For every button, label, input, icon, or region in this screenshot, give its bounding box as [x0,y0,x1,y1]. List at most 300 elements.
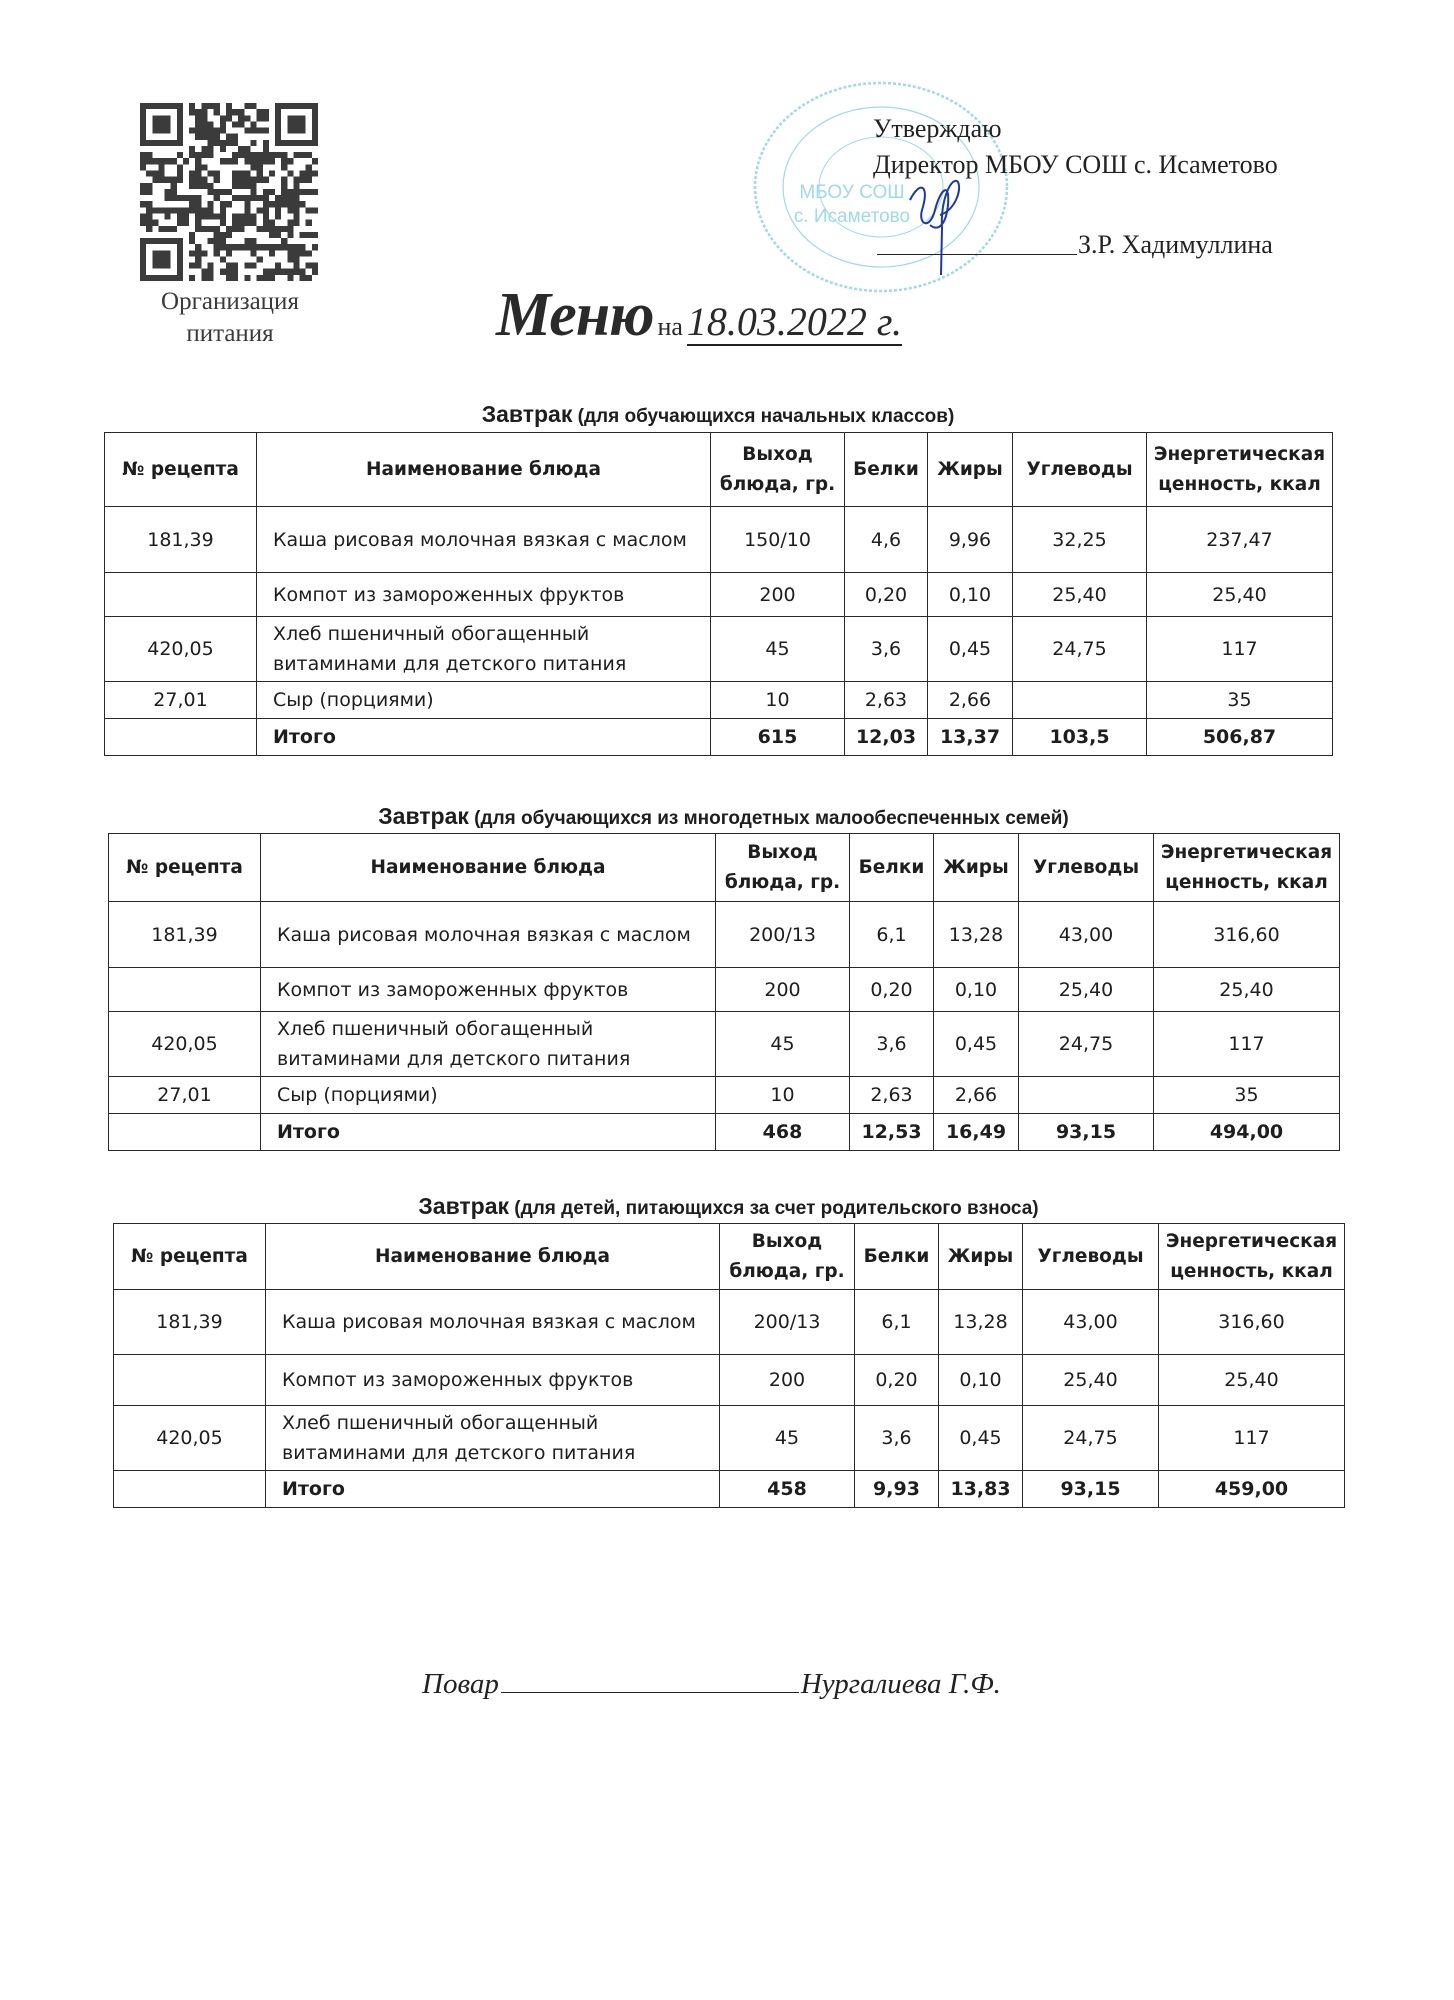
header-energy [1147,433,1333,507]
qr-module [244,213,250,219]
carbs-cell: 24,75 [1023,1406,1159,1471]
qr-module [214,109,220,115]
header-fat-line1: Жиры [943,856,1009,878]
table-header-row [109,834,1340,902]
qr-module [275,213,281,219]
recipe-cell: 27,01 [105,682,257,719]
qr-module [183,207,189,213]
qr-module [189,238,195,244]
qr-module [300,152,306,158]
qr-module [226,226,232,232]
qr-module [214,238,220,244]
qr-module [232,171,238,177]
table-header-row [105,433,1333,507]
qr-module [152,158,158,164]
qr-module [183,220,189,226]
qr-module [171,226,177,232]
qr-module [257,226,263,232]
qr-module [140,158,146,164]
qr-module [146,152,152,158]
qr-module [201,164,207,170]
qr-module [201,207,207,213]
qr-module [146,189,152,195]
qr-module [287,232,293,238]
recipe-cell: 420,05 [105,617,257,682]
qr-module [257,128,263,134]
qr-module [208,171,214,177]
total-label: Итого [266,1471,720,1508]
qr-module [238,146,244,152]
table-row [105,573,1333,617]
qr-module [158,158,164,164]
header-recipe [109,834,261,902]
qr-module [269,152,275,158]
qr-module [208,128,214,134]
qr-module [183,213,189,219]
qr-caption-line1: Организация [161,288,299,315]
qr-module [269,220,275,226]
qr-module [269,171,275,177]
qr-module [201,177,207,183]
qr-module [232,263,238,269]
header-yield-line1: Выход [751,1230,823,1252]
qr-module [257,275,263,281]
total-label: Итого [257,719,711,756]
qr-module [201,146,207,152]
dish-name-cell: Каша рисовая молочная вязкая с маслом [266,1290,720,1355]
protein-cell: 0,20 [845,573,928,617]
qr-module [220,189,226,195]
qr-module [257,256,263,262]
qr-module [263,109,269,115]
header-recipe-line1: № рецепта [122,458,239,480]
qr-module [220,213,226,219]
qr-module [226,269,232,275]
protein-cell: 2,63 [850,1077,934,1114]
total-fat: 13,83 [939,1471,1023,1508]
cook-name: Нургалиева Г.Ф. [800,1668,1001,1700]
qr-module [165,207,171,213]
qr-module [195,207,201,213]
qr-module [238,121,244,127]
section-title-main: Завтрак [418,1193,510,1219]
qr-module [312,189,318,195]
qr-module [226,263,232,269]
qr-module [226,103,232,109]
yield-cell: 150/10 [711,507,845,573]
qr-module [201,226,207,232]
recipe-cell [114,1355,266,1406]
energy-cell: 117 [1159,1406,1345,1471]
qr-module [281,269,287,275]
qr-module [287,189,293,195]
qr-module [244,263,250,269]
qr-module [263,189,269,195]
qr-module [281,226,287,232]
qr-module [293,213,299,219]
qr-module [287,244,293,250]
qr-module [293,152,299,158]
dish-name-cell: Хлеб пшеничный обогащенный витаминами для детского питания [266,1406,720,1471]
energy-cell: 25,40 [1154,968,1340,1012]
qr-module [208,146,214,152]
qr-module [140,201,146,207]
header-fat [939,1224,1023,1290]
menu-date: 18.03.2022 г. [686,299,902,344]
qr-module [269,250,275,256]
qr-module [250,250,256,256]
carbs-cell: 25,40 [1019,968,1154,1012]
qr-module [177,152,183,158]
yield-cell: 200 [720,1355,855,1406]
qr-module [312,269,318,275]
qr-module [232,134,238,140]
section-title [104,401,1332,428]
qr-module [146,213,152,219]
qr-module [165,177,171,183]
qr-module [165,189,171,195]
qr-module [158,164,164,170]
qr-module [269,158,275,164]
qr-module [244,177,250,183]
menu-title [496,280,902,351]
qr-module [195,177,201,183]
qr-module [293,269,299,275]
qr-module [300,232,306,238]
table-row [105,507,1333,573]
qr-module [146,201,152,207]
qr-module [177,207,183,213]
qr-module [208,121,214,127]
qr-module [287,275,293,281]
qr-module [171,158,177,164]
total-energy: 494,00 [1154,1114,1340,1151]
qr-module [244,128,250,134]
protein-cell: 0,20 [850,968,934,1012]
dish-name-cell: Компот из замороженных фруктов [266,1355,720,1406]
dish-name-cell: Хлеб пшеничный обогащенный витаминами для детского питания [261,1012,716,1077]
qr-module [306,189,312,195]
qr-module [281,201,287,207]
total-recipe-cell [114,1471,266,1508]
header-recipe [105,433,257,507]
qr-module [293,244,299,250]
recipe-cell: 181,39 [109,902,261,968]
carbs-cell: 43,00 [1019,902,1154,968]
section-title-sub: (для обучающихся из многодетных малообеспеченных семей) [468,808,1069,829]
table-header-row [114,1224,1345,1290]
qr-module [195,158,201,164]
qr-module [312,232,318,238]
qr-module [293,250,299,256]
qr-module [232,220,238,226]
fat-cell: 13,28 [939,1290,1023,1355]
qr-module [208,103,214,109]
qr-module [300,250,306,256]
yield-cell: 200/13 [716,902,850,968]
qr-module [195,195,201,201]
total-fat: 16,49 [934,1114,1019,1151]
qr-module [195,134,201,140]
qr-module [293,263,299,269]
qr-module [146,226,152,232]
qr-module [146,158,152,164]
qr-module [226,158,232,164]
qr-module [269,244,275,250]
qr-module [263,140,269,146]
header-energy-line2: ценность, ккал [1170,1260,1333,1282]
recipe-cell: 420,05 [109,1012,261,1077]
qr-module [250,164,256,170]
fat-cell: 0,10 [928,573,1013,617]
dish-name-cell: Компот из замороженных фруктов [257,573,711,617]
yield-cell: 200/13 [720,1290,855,1355]
qr-module [281,158,287,164]
qr-module [195,244,201,250]
yield-cell: 45 [711,617,845,682]
qr-module [171,189,177,195]
table-row [109,902,1340,968]
qr-module [306,152,312,158]
yield-cell: 200 [716,968,850,1012]
qr-module [189,171,195,177]
dish-name-cell: Хлеб пшеничный обогащенный витаминами для детского питания [257,617,711,682]
header-carbs [1023,1224,1159,1290]
qr-module [244,152,250,158]
qr-module [189,263,195,269]
qr-module [232,121,238,127]
qr-module [306,171,312,177]
qr-module [250,195,256,201]
header-protein-line1: Белки [858,856,925,878]
qr-module [208,134,214,140]
qr-module [189,195,195,201]
qr-module [287,207,293,213]
qr-module [183,195,189,201]
header-fat-line1: Жиры [937,458,1003,480]
qr-module [214,250,220,256]
total-yield: 468 [716,1114,850,1151]
qr-module [226,109,232,115]
qr-module [238,152,244,158]
carbs-cell: 24,75 [1013,617,1147,682]
qr-module [306,177,312,183]
qr-module [306,232,312,238]
qr-module [171,177,177,183]
qr-module [263,152,269,158]
recipe-cell: 420,05 [114,1406,266,1471]
carbs-cell [1019,1077,1154,1114]
total-carbs: 103,5 [1013,719,1147,756]
header-yield-line2: блюда, гр. [729,1260,845,1282]
qr-module [201,115,207,121]
yield-cell: 45 [720,1406,855,1471]
qr-module [201,213,207,219]
qr-module [257,171,263,177]
qr-module [208,140,214,146]
qr-module [275,152,281,158]
yield-cell: 10 [716,1077,850,1114]
qr-module [214,103,220,109]
menu-word: Меню [496,281,654,349]
qr-module [306,207,312,213]
qr-module [158,226,164,232]
qr-module [208,152,214,158]
qr-module [257,177,263,183]
header-dish-name [266,1224,720,1290]
qr-module [146,171,152,177]
qr-module [195,109,201,115]
header-fat-line1: Жиры [947,1245,1014,1267]
qr-module [158,177,164,183]
qr-module [201,250,207,256]
header-energy-line2: ценность, ккал [1158,473,1321,495]
qr-module [208,275,214,281]
qr-module [257,244,263,250]
qr-module [275,244,281,250]
header-protein-line1: Белки [853,458,919,480]
cook-signature-line [501,1692,799,1693]
header-fat [928,433,1013,507]
qr-module [306,164,312,170]
fat-cell: 13,28 [934,902,1019,968]
qr-module [195,250,201,256]
qr-module [293,201,299,207]
header-carbs-line1: Углеводы [1037,1245,1144,1267]
qr-module [263,146,269,152]
qr-module [140,164,146,170]
header-dish-name-line1: Наименование блюда [366,458,601,480]
qr-module [281,244,287,250]
qr-module [257,109,263,115]
energy-cell: 35 [1147,682,1333,719]
section-title-sub: (для детей, питающихся за счет родительского взноса) [509,1198,1039,1219]
energy-cell: 316,60 [1154,902,1340,968]
qr-module [189,109,195,115]
qr-module [263,128,269,134]
qr-module [177,213,183,219]
qr-module [306,275,312,281]
qr-module [140,183,146,189]
qr-module [208,207,214,213]
qr-module [214,177,220,183]
qr-module [189,152,195,158]
qr-module [269,226,275,232]
fat-cell: 2,66 [934,1077,1019,1114]
total-energy: 506,87 [1147,719,1333,756]
header-recipe [114,1224,266,1290]
total-energy: 459,00 [1159,1471,1345,1508]
qr-module [171,183,177,189]
qr-module [287,226,293,232]
total-fat: 13,37 [928,719,1013,756]
qr-module [263,226,269,232]
qr-module [220,146,226,152]
qr-module [165,226,171,232]
header-carbs [1013,433,1147,507]
header-dish-name-line1: Наименование блюда [370,856,606,878]
qr-module [263,201,269,207]
qr-module [250,183,256,189]
qr-module [152,177,158,183]
qr-module [250,244,256,250]
qr-module [275,195,281,201]
energy-cell: 316,60 [1159,1290,1345,1355]
qr-module [238,177,244,183]
qr-module [306,250,312,256]
qr-module [146,183,152,189]
header-fat [934,834,1019,902]
qr-module [250,152,256,158]
qr-module [306,263,312,269]
qr-module [238,115,244,121]
cook-label: Повар [422,1668,499,1700]
qr-module [257,115,263,121]
qr-module [177,220,183,226]
recipe-cell [105,573,257,617]
header-carbs-line1: Углеводы [1026,458,1133,480]
qr-module [195,115,201,121]
qr-module [244,244,250,250]
qr-module [281,183,287,189]
qr-module [214,189,220,195]
menu-preposition: на [657,312,683,341]
qr-module [244,115,250,121]
qr-module [250,121,256,127]
header-dish-name [257,433,711,507]
qr-module [232,183,238,189]
qr-module [208,226,214,232]
fat-cell: 0,10 [939,1355,1023,1406]
qr-module [293,189,299,195]
qr-module [293,177,299,183]
total-protein: 12,03 [845,719,928,756]
protein-cell: 6,1 [855,1290,939,1355]
fat-cell: 2,66 [928,682,1013,719]
header-yield [711,433,845,507]
qr-module [244,183,250,189]
qr-module [232,158,238,164]
qr-module [195,226,201,232]
energy-cell: 35 [1154,1077,1340,1114]
qr-module [238,109,244,115]
qr-module [250,263,256,269]
qr-module [244,238,250,244]
qr-module [201,152,207,158]
header-dish-name-line1: Наименование блюда [375,1245,610,1267]
qr-module [287,269,293,275]
header-energy [1154,834,1340,902]
qr-module [201,109,207,115]
qr-module [195,152,201,158]
qr-module [263,244,269,250]
qr-module [195,220,201,226]
qr-module [244,158,250,164]
qr-module [220,158,226,164]
qr-module [238,226,244,232]
dish-name-cell: Компот из замороженных фруктов [261,968,716,1012]
qr-module [263,207,269,213]
total-protein: 9,93 [855,1471,939,1508]
qr-module [275,269,281,275]
director-name: З.Р. Хадимуллина [1078,230,1273,259]
qr-module [177,164,183,170]
qr-module [201,269,207,275]
header-yield-line1: Выход [747,841,818,863]
stamp-text-line1: МБОУ СОШ [799,182,905,203]
energy-cell: 25,40 [1147,573,1333,617]
qr-module [232,109,238,115]
